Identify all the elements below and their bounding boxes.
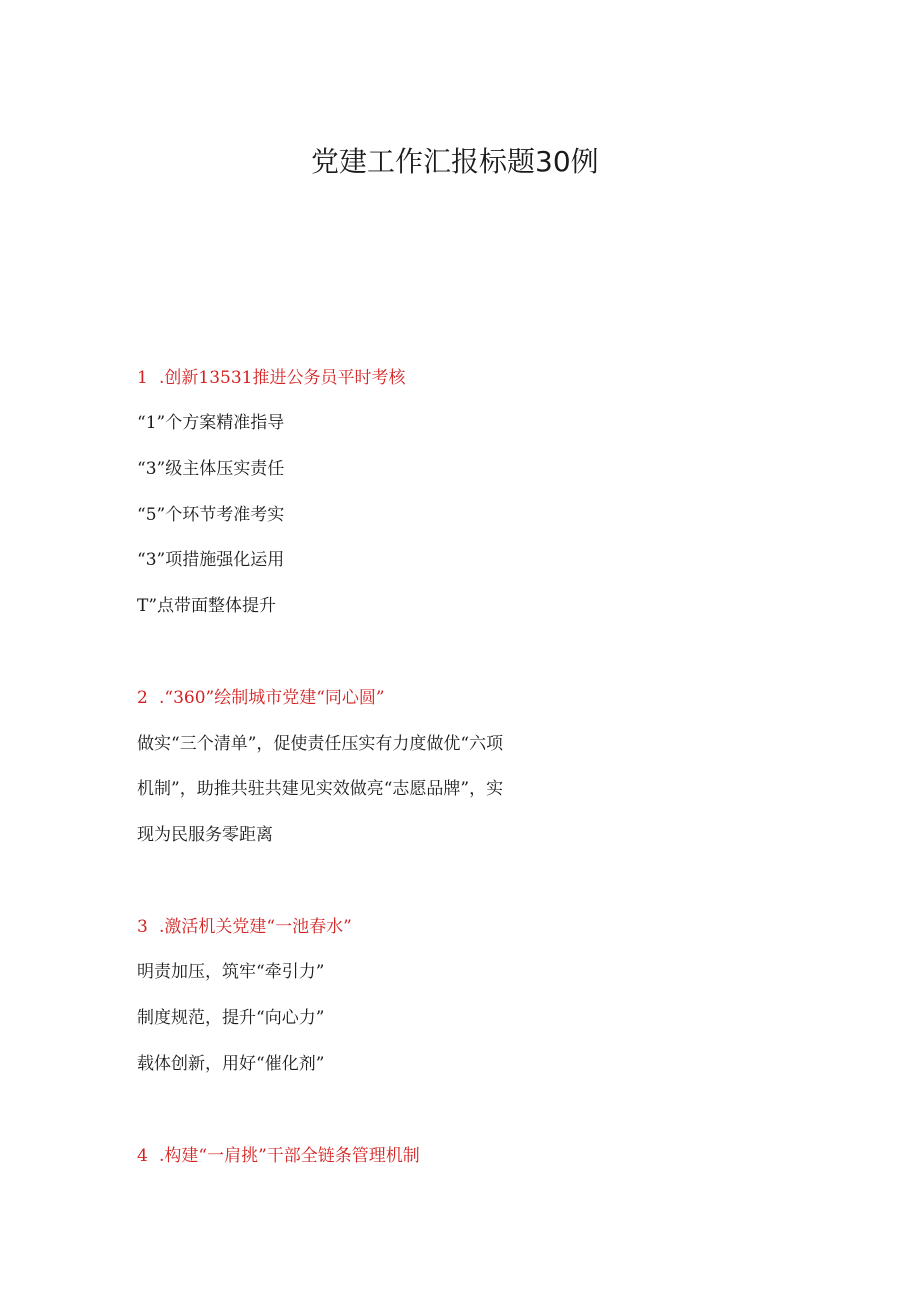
section-number: 1	[137, 368, 148, 388]
section-line: 现为民服务零距离	[137, 825, 273, 845]
section-line: 制度规范，提升“向心力”	[137, 1008, 325, 1028]
section-heading-text: .创新13531推进公务员平时考核	[159, 368, 406, 388]
section-line: 明责加压，筑牢“牵引力”	[137, 962, 325, 982]
section-number: 3	[137, 917, 148, 937]
section-heading	[137, 1144, 420, 1168]
section-number: 2	[137, 688, 148, 708]
section-line: “3”级主体压实责任	[137, 459, 285, 479]
section-heading	[137, 366, 405, 390]
section-line: T”点带面整体提升	[137, 596, 277, 616]
section-heading-text: .激活机关党建“一池春水”	[159, 917, 352, 937]
document-title: 党建工作汇报标题30例	[311, 145, 599, 178]
section-line: “1”个方案精准指导	[137, 413, 285, 433]
section-heading	[137, 915, 352, 939]
section-line: 载体创新，用好“催化剂”	[137, 1054, 325, 1074]
section-heading	[137, 686, 385, 710]
section-line: “3”项措施强化运用	[137, 550, 285, 570]
section-line: 机制”，助推共驻共建见实效做亮“志愿品牌”，实	[137, 779, 504, 799]
section-heading-text: .“360”绘制城市党建“同心圆”	[159, 688, 385, 708]
section-line: “5”个环节考准考实	[137, 505, 285, 525]
section-heading-text: .构建“一肩挑”干部全链条管理机制	[159, 1146, 420, 1166]
section-number: 4	[137, 1146, 148, 1166]
section-line: 做实“三个清单”，促使责任压实有力度做优“六项	[137, 734, 504, 754]
